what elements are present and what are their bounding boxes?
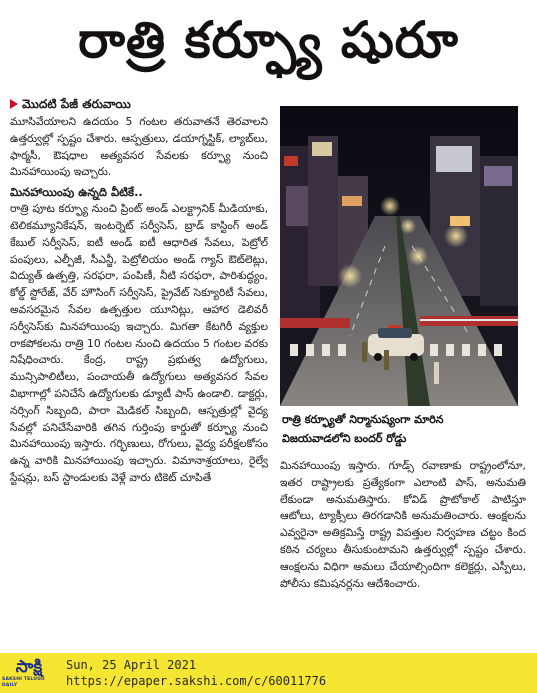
article-right-column bbox=[280, 458, 526, 654]
night-road-photo-image bbox=[280, 106, 518, 406]
footer-info bbox=[66, 657, 326, 689]
paragraph-1: మూసివేయాలని ఉదయం 5 గంటల తరువాతనే తెరవాలని ఉత్తర్వుల్లో స్పష్టం చేశారు. ఆస్పత్రులు, డయాగ్నస్టిక్‌, ల్యాబ్‌లు, ఫార్మసీ, ఔషధాల అత్యవసర సేవలకు కర్ఫ్యూ నుంచి మినహాయింపు ఇచ్చారు. bbox=[10, 115, 268, 179]
kicker-label: మొదటి పేజీ తరువాయి bbox=[22, 97, 131, 111]
triangle-bullet-icon bbox=[10, 99, 18, 109]
footer-date: Sun, 25 April 2021 bbox=[66, 658, 197, 672]
article-left-column bbox=[10, 96, 268, 652]
continuation-kicker bbox=[10, 96, 268, 112]
sakshi-logo bbox=[2, 653, 56, 693]
logo-text: సాక్షి bbox=[15, 657, 43, 677]
paragraph-2: రాత్రి పూట కర్ఫ్యూ నుంచి ప్రింట్‌ అండ్‌ ఎలక్ట్రానిక్‌ మీడియాకు, టెలికమ్యూనికేషన్‌, ఇంటర్నెట్‌ సర్వీసెస్‌, బ్రాడ్‌ కాస్టింగ్‌ అండ్‌ కేబుల్‌ సర్వీసెస్‌, ఐటీ అండ్‌ ఐటీ ఆధారిత సేవలు, పెట్రోల్‌ పంపులు, ఎల్పీజీ, సీఎన్జీ, పెట్రోలియం అండ్‌ గ్యాస్‌ ఔట్‌లెట్లు, విద్యుత్‌ ఉత్పత్తి, సరఫరా, పంపిణీ, నీటి సరఫరా, పారిశుద్ధ్యం, కోల్డ్‌ స్టోరేజ్‌, వేర్‌ హౌసింగ్‌ సర్వీసెస్‌, ప్రైవేట్‌ సెక్యూరిటీ సేవలు, అవసరమైన సేవల ఉత్పత్తుల యూనిట్లు, ఆహార డెలివరీ సర్వీసెస్‌కు మినహాయింపు ఇచ్చారు. మిగతా కేటగిరీ వ్యక్తుల రాకపోకలను రాత్రి 10 గంటల నుంచి ఉదయం 5 గంటల వరకు నిషేధించారు. కేంద్ర, రాష్ట్ర ప్రభుత్వ ఉద్యోగులు, మున్సిపాలిటీలు, పంచాయతీ ఉద్యోగులు అత్యవసర సేవల విభాగాల్లో పనిచేసే ఉద్యోగులకు డ్యూటీ పాస్‌ ఉండాలి. డాక్టర్లు, నర్సింగ్‌ సిబ్బంది, పారా మెడికల్‌ సిబ్బంది, ఆస్పత్రుల్లో వైద్య సేవల్లో పనిచేసేవారికి తగిన గుర్తింపు కార్డుతో కర్ఫ్యూ నుంచి మినహాయింపు ఇస్తారు. గర్భిణులు, రోగులు, వైద్య పరీక్షలకోసం ఉన్న వారికి మినహాయింపు ఇచ్చారు. విమానాశ్రయాలు, రైల్వే స్టేషన్లు, బస్‌ స్టాండులకు వెళ్లే వారు టికెట్‌ చూపితే bbox=[10, 202, 268, 484]
headline: రాత్రి కర్ఫ్యూ షురూ bbox=[78, 10, 459, 69]
right-paragraph: మినహాయింపు ఇస్తారు. గూడ్స్‌ రవాణాకు రాష్ట్రంలోనూ, ఇతర రాష్ట్రాలకు ప్రత్యేకంగా ఎలాంటి పాస్‌, అనుమతి లేకుండా అనుమతిస్తారు. కోవిడ్‌ ప్రొటోకాల్‌ పాటిస్తూ ఆటోలు, ట్యాక్సీలు తిరగడానికి అనుమతించారు. ఆంక్షలను ఎవ్వరైనా అతిక్రమిస్తే రాష్ట్ర విపత్తుల నిర్వహణ చట్టం కింద కఠిన చర్యలు తీసుకుంటామని ఉత్తర్వుల్లో స్పష్టం చేశారు. ఆంక్షలను విధిగా అమలు చేయాల్సిందిగా కలెక్టర్లు, ఎస్పీలు, పోలీసు కమిషనర్లను ఆదేశించారు. bbox=[280, 459, 526, 590]
logo-tagline: SAKSHI TELUGU DAILY bbox=[2, 677, 45, 688]
caption-line-1: రాత్రి కర్ఫ్యూతో నిర్మానుష్యంగా మారిన bbox=[282, 413, 444, 426]
photo-caption bbox=[282, 410, 522, 448]
footer-url[interactable]: https://epaper.sakshi.com/c/60011776 bbox=[66, 674, 327, 688]
footer-bar bbox=[0, 653, 537, 693]
caption-line-2: విజయవాడలోని బందర్‌ రోడ్డు bbox=[282, 432, 407, 445]
subheading: మినహాయింపు ఉన్నది వీటికే.. bbox=[10, 185, 143, 200]
night-road-photo bbox=[280, 106, 518, 406]
